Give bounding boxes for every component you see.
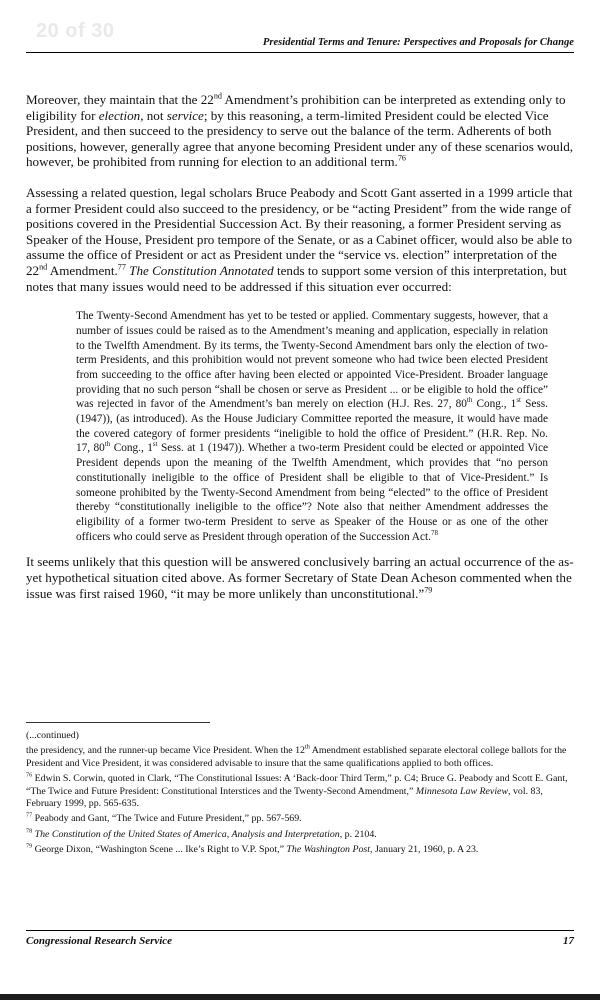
- main-content: [26, 92, 574, 616]
- viewer-bottom-bar: [0, 994, 600, 1000]
- footnote-continued: the presidency, and the runner-up became Vice President. When the 12th Amendment established separate electoral college ballots for the President and Vice President, it was considered advisable to insure that the same qualifications applied to both offices.: [26, 745, 567, 769]
- footnote-76: $^{76}$ Edwin S. Corwin, quoted in Clark, “The Constitutional Issues: A ‘Back-door Third Term,” p. C4; Bruce G. Peabody and Scott E. Gant, “The Twice and Future President: Constitutional Interstices and the Twenty-Second Amendment,” Minnesota Law Review, vol. 83, February 1999, pp. 565-635.: [26, 772, 568, 810]
- footer-rule: [26, 930, 574, 931]
- page-counter: 20 of 30: [36, 20, 115, 42]
- footnote-79: $^{79}$ George Dixon, “Washington Scene ... Ike’s Right to V.P. Spot,” The Washington Post, January 21, 1960, p. A 23.: [26, 843, 479, 856]
- footnote-continued-label: (...continued): [26, 730, 79, 741]
- paragraph-2: Assessing a related question, legal scholars Bruce Peabody and Scott Gant asserted in a 1999 article that a former President could also succeed to the presidency, or be “acting President” from the wide range of positions covered in the Presidential Succession Act. By their reasoning, a former President serving as Speaker of the House, President pro tempore of the Senate, or as a Cabinet officer, would also be able to assume the office of President or act as President under the “service vs. election” interpretation of the 22nd Amendment.$^{77}$ The Constitution Annotated tends to support some version of this interpretation, but notes that many issues would need to be addressed if this situation ever occurred:: [26, 184, 573, 294]
- running-header: Presidential Terms and Tenure: Perspectives and Proposals for Change: [262, 37, 574, 48]
- paragraph-3: It seems unlikely that this question will be answered conclusively barring an actual occurrence of the as-yet hypothetical situation cited above. As former Secretary of State Dean Acheson commented when the issue was first raised 1960, “it may be more unlikely than unconstitutional.”$^{79}$: [26, 554, 574, 601]
- header-rule: [26, 52, 574, 53]
- paragraph-1: Moreover, they maintain that the 22nd Amendment’s prohibition can be interpreted as extending only to eligibility for election, not service; by this reasoning, a term-limited President could be elected Vice President, and then succeed to the presidency to serve out the balance of the term. Adherents of both positions, however, generally agree that anyone becoming President under any of these scenarios would, however, be prohibited from running for election to an additional term.$^{76}$: [26, 91, 574, 170]
- footnote-ref-77[interactable]: 77: [117, 262, 126, 272]
- footnote-ref-79[interactable]: 79: [424, 585, 433, 595]
- footnote-ref-76[interactable]: 76: [397, 154, 406, 164]
- footnote-77: $^{77}$ Peabody and Gant, “The Twice and Future President,” pp. 567-569.: [26, 813, 302, 825]
- footer-publisher: Congressional Research Service: [26, 935, 173, 947]
- block-quote: The Twenty-Second Amendment has yet to be tested or applied. Commentary suggests, however, that a number of issues could be raised as to the Amendment’s meaning and application, especially in relation to the Twelfth Amendment. By its terms, the Twenty-Second Amendment bars only the election of two-term Presidents, and this prohibition would not prevent someone who had twice been elected President from succeeding to the office after having been elected or appointed Vice-President. Broader language providing that no such person “shall be chosen or serve as President ... or be eligible to hold the office” was rejected in favor of the Amendment’s ban merely on election (H.J. Res. 27, 80th Cong., 1st Sess. (1947)), (as introduced). As the House Judiciary Committee reported the measure, it would have made the covered category of former presidents “ineligible to hold the office of President.” (H.R. Rep. No. 17, 80th Cong., 1st Sess. at 1 (1947)). Whether a two-term President could be elected or appointed Vice President depends upon the meaning of the Twelfth Amendment, which provides that “no person constitutionally ineligible to the office of President shall be eligible to that of Vice-President.” Is someone prohibited by the Twenty-Second Amendment from being “elected” to the office of President thereby “constitutionally ineligible to the office”? Note also that neither Amendment addresses the eligibility of a former two-term President to serve as Speaker of the House or as one of the other officers who could serve as President through operation of the Succession Act.$^{78}$: [76, 310, 548, 543]
- footnote-78: $^{78}$ The Constitution of the United States of America, Analysis and Interpretation, p. 2104.: [26, 828, 377, 840]
- footnote-rule: [26, 722, 210, 723]
- page-number: 17: [563, 935, 574, 947]
- footnote-ref-78[interactable]: 78: [430, 528, 438, 537]
- footnotes: [26, 722, 574, 860]
